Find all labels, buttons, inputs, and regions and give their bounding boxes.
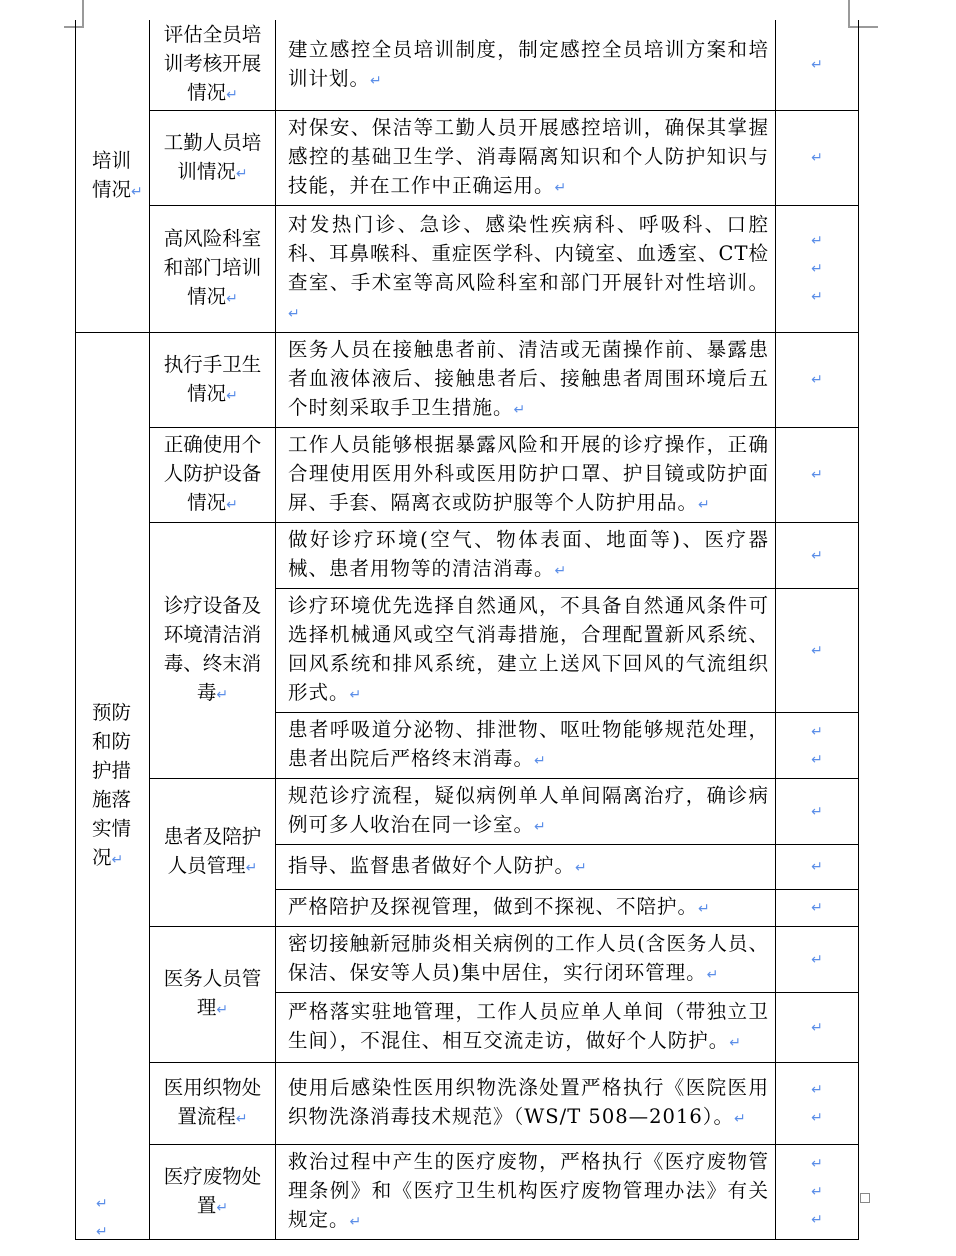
subcategory-cell: 医用织物处置流程↵ [150,1063,276,1145]
subcategory-cell: 工勤人员培训情况↵ [150,111,276,206]
description-cell: 对保安、保洁等工勤人员开展感控培训，确保其掌握感控的基础卫生学、消毒隔离知识和个人防护知识与技能，并在工作中正确运用。↵ [276,111,776,206]
category-training: 培训情况↵ [76,20,150,333]
check-cell[interactable]: ↵ ↵ ↵ [776,206,859,333]
document-table [75,20,859,1240]
subcategory-cell: 患者及陪护人员管理↵ [150,779,276,927]
subcategory-cell: 正确使用个人防护设备情况↵ [150,428,276,523]
description-cell: 工作人员能够根据暴露风险和开展的诊疗操作，正确合理使用医用外科或医用防护口罩、护目镜或防护面屏、手套、隔离衣或防护服等个人防护用品。↵ [276,428,776,523]
description-cell: 做好诊疗环境(空气、物体表面、地面等)、医疗器械、患者用物等的清洁消毒。↵ [276,523,776,589]
description-cell: 严格陪护及探视管理，做到不探视、不陪护。↵ [276,890,776,927]
check-cell[interactable]: ↵ [776,890,859,927]
check-cell[interactable]: ↵ [776,589,859,713]
check-cell[interactable]: ↵ [776,20,859,111]
category-prevention: 预防和防护措施落实情况↵ [76,333,150,1240]
check-cell[interactable]: ↵ [776,428,859,523]
paragraph-mark: ↵ [96,1196,108,1212]
check-cell[interactable]: ↵ ↵ ↵ [776,1145,859,1240]
description-cell: 指导、监督患者做好个人防护。↵ [276,845,776,890]
description-cell: 对发热门诊、急诊、感染性疾病科、呼吸科、口腔科、耳鼻喉科、重症医学科、内镜室、血透室、CT检查室、手术室等高风险科室和部门开展针对性培训。↵ [276,206,776,333]
check-cell[interactable]: ↵ [776,845,859,890]
description-cell: 救治过程中产生的医疗废物，严格执行《医疗废物管理条例》和《医疗卫生机构医疗废物管理办法》有关规定。↵ [276,1145,776,1240]
subcategory-cell: 诊疗设备及环境清洁消毒、终末消毒↵ [150,523,276,779]
check-cell[interactable]: ↵ [776,927,859,993]
description-cell: 使用后感染性医用织物洗涤处置严格执行《医院医用织物洗涤消毒技术规范》（WS/T 508—2016）。↵ [276,1063,776,1145]
description-cell: 医务人员在接触患者前、清洁或无菌操作前、暴露患者血液体液后、接触患者后、接触患者周围环境后五个时刻采取手卫生措施。↵ [276,333,776,428]
description-cell: 规范诊疗流程，疑似病例单人单间隔离治疗，确诊病例可多人收治在同一诊室。↵ [276,779,776,845]
subcategory-cell: 医务人员管理↵ [150,927,276,1063]
subcategory-cell: 高风险科室和部门培训情况↵ [150,206,276,333]
description-cell: 建立感控全员培训制度，制定感控全员培训方案和培训计划。↵ [276,20,776,111]
table-resize-handle[interactable] [860,1193,870,1203]
description-cell: 严格落实驻地管理，工作人员应单人单间（带独立卫生间），不混住、相互交流走访，做好个人防护。↵ [276,993,776,1063]
check-cell[interactable]: ↵ [776,779,859,845]
description-cell: 诊疗环境优先选择自然通风，不具备自然通风条件可选择机械通风或空气消毒措施，合理配置新风系统、回风系统和排风系统，建立上送风下回风的气流组织形式。↵ [276,589,776,713]
description-cell: 患者呼吸道分泌物、排泄物、呕吐物能够规范处理，患者出院后严格终末消毒。↵ [276,713,776,779]
check-cell[interactable]: ↵ ↵ [776,1063,859,1145]
paragraph-mark: ↵ [96,1224,108,1240]
subcategory-cell: 评估全员培训考核开展情况↵ [150,20,276,111]
check-cell[interactable]: ↵ ↵ [776,713,859,779]
check-cell[interactable]: ↵ [776,111,859,206]
description-cell: 密切接触新冠肺炎相关病例的工作人员(含医务人员、保洁、保安等人员)集中居住，实行闭环管理。↵ [276,927,776,993]
subcategory-cell: 医疗废物处置↵ [150,1145,276,1240]
check-cell[interactable]: ↵ [776,523,859,589]
subcategory-cell: 执行手卫生情况↵ [150,333,276,428]
check-cell[interactable]: ↵ [776,333,859,428]
check-cell[interactable]: ↵ [776,993,859,1063]
